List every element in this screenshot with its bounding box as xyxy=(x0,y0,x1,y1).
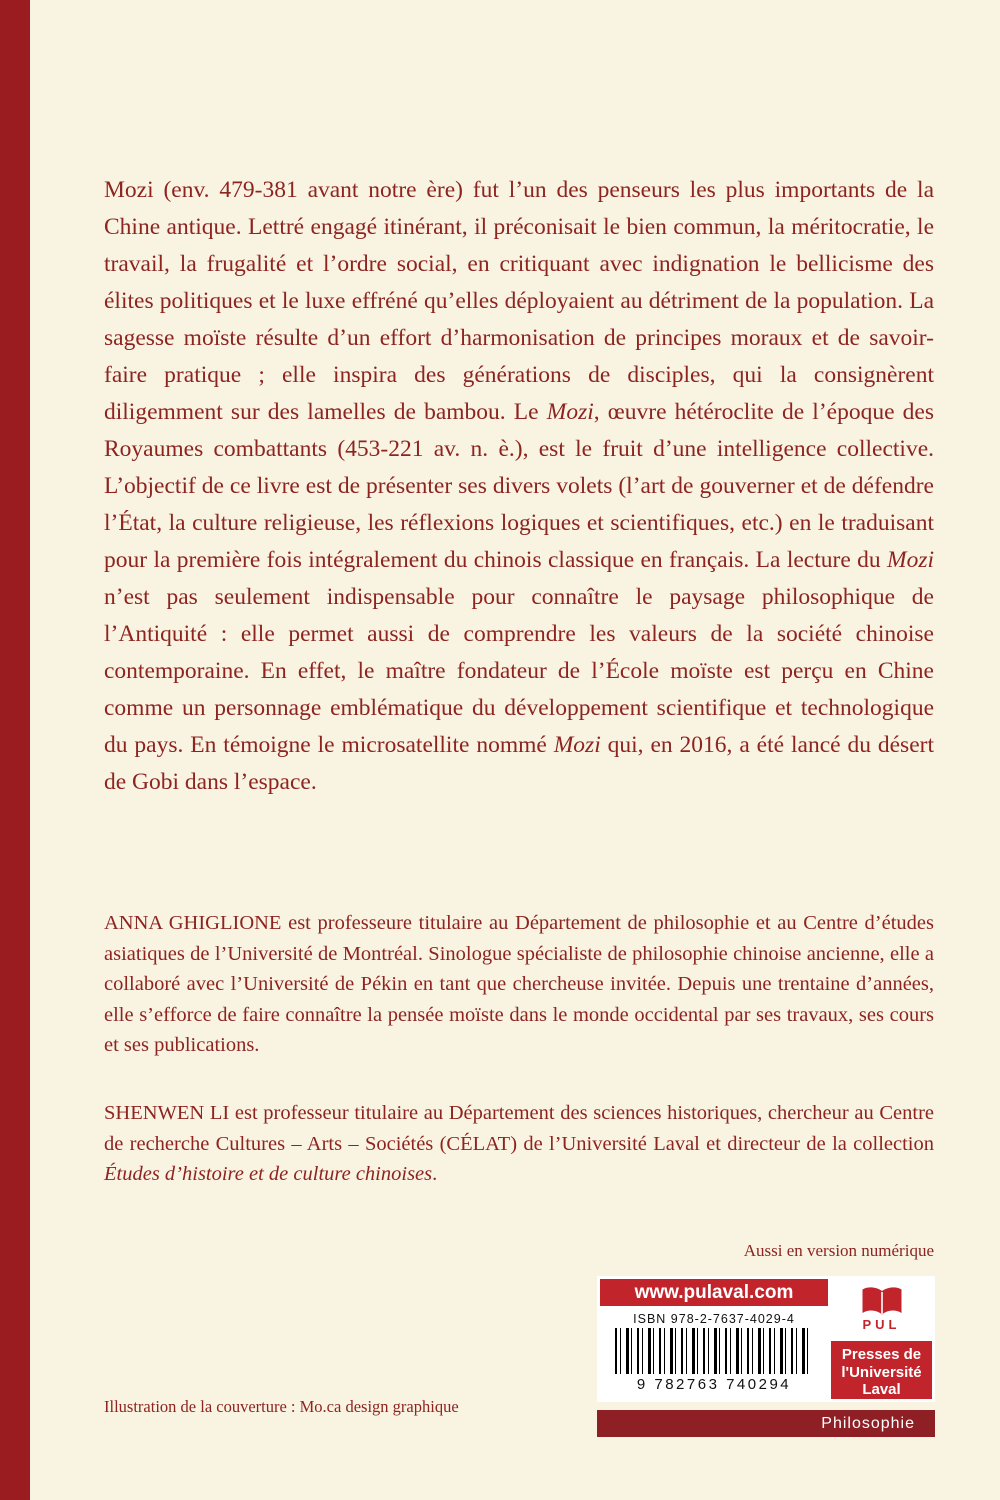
publisher-name xyxy=(831,1341,932,1399)
pul-acronym: PUL xyxy=(862,1316,901,1332)
text-segment: Mozi (env. 479-381 avant notre ère) fut l’un des penseurs les plus importants de la Chine antique. Lettré engagé itinérant, il préconisait le bien commun, la méritocratie, le travail, la frugalité et l’ordre social, en critiquant avec indignation le bellicisme des élites politiques et le luxe effréné qu’elles déployaient au détriment de la population. La sagesse moïste résulte d’un effort d’harmonisation de principes moraux et de savoir-faire pratique ; elle inspira des générations de disciples, qui la consignèrent diligemment sur des lamelles de bambou. Le xyxy=(104,177,934,425)
cover-illustration-credit: Illustration de la couverture : Mo.ca design graphique xyxy=(104,1397,459,1416)
text-segment: est professeure titulaire au Département de philosophie et au Centre d’études asiatiques de l’Université de Montréal. Sinologue spécialiste de philosophie chinoise ancienne, elle a collaboré avec l’Université de Pékin en tant que chercheuse invitée. Depuis une trentaine d’années, elle s’efforce de faire connaître la pensée moïste dans le monde occidental par ses travaux, ses cours et ses publications. xyxy=(104,912,934,1056)
synopsis-paragraph xyxy=(104,172,934,801)
text-segment: n’est pas seulement indispensable pour connaître le paysage philosophique de l’Antiquité : elle permet aussi de comprendre les valeurs de la société chinoise contemporaine. En effet, le maître fondateur de l’École moïste est perçu en Chine comme un personnage emblématique du développement scientifique et technologique du pays. En témoigne le microsatellite nommé xyxy=(104,584,934,758)
publisher-name-line: Laval xyxy=(862,1381,901,1398)
text-segment: Mozi xyxy=(553,732,601,758)
publisher-block xyxy=(597,1276,935,1402)
isbn-area xyxy=(600,1309,828,1399)
publisher-name-line: Presses de xyxy=(841,1346,922,1363)
isbn-text: ISBN 978-2-7637-4029-4 xyxy=(633,1312,795,1326)
digital-edition-note: Aussi en version numérique xyxy=(743,1241,934,1260)
text-segment: Mozi xyxy=(887,547,934,573)
text-segment: qui, en 2016, a été lancé du désert de Gobi dans l’espace. xyxy=(104,732,934,795)
category-bar xyxy=(597,1410,935,1437)
pul-logo xyxy=(831,1279,932,1341)
spine-stripe xyxy=(0,0,30,1500)
author-bio-ghiglione xyxy=(104,908,934,1061)
barcode xyxy=(615,1328,813,1374)
publisher-block-right xyxy=(828,1279,932,1399)
publisher-name-line: l'Université xyxy=(841,1363,922,1381)
text-segment: est professeur titulaire au Département des sciences historiques, chercheur au Centre de recherche Cultures – Arts – Sociétés (CÉLAT) de l’Université Laval et directeur de la collection xyxy=(104,1102,934,1155)
text-segment: . xyxy=(432,1163,438,1185)
author-name: SHENWEN LI xyxy=(104,1102,230,1124)
open-book-icon xyxy=(860,1286,904,1316)
barcode-number: 9 782763 740294 xyxy=(636,1376,792,1393)
text-segment: Mozi xyxy=(546,399,594,425)
text-segment: Études d’histoire et de culture chinoises xyxy=(104,1163,433,1185)
text-segment: , œuvre hétéroclite de l’époque des Royaumes combattants (453-221 av. n. è.), est le fruit d’une intelligence collective. L’objectif de ce livre est de présenter ses divers volets (l’art de gouverner et de défendre l’État, la culture religieuse, les réflexions logiques et scientifiques, etc.) en le traduisant pour la première fois intégralement du chinois classique en français. La lecture du xyxy=(104,399,934,573)
publisher-block-left xyxy=(600,1279,828,1399)
author-name: ANNA GHIGLIONE xyxy=(104,912,282,934)
publisher-website: www.pulaval.com xyxy=(600,1279,828,1309)
category-label: Philosophie xyxy=(821,1414,915,1432)
author-bio-li xyxy=(104,1098,934,1190)
